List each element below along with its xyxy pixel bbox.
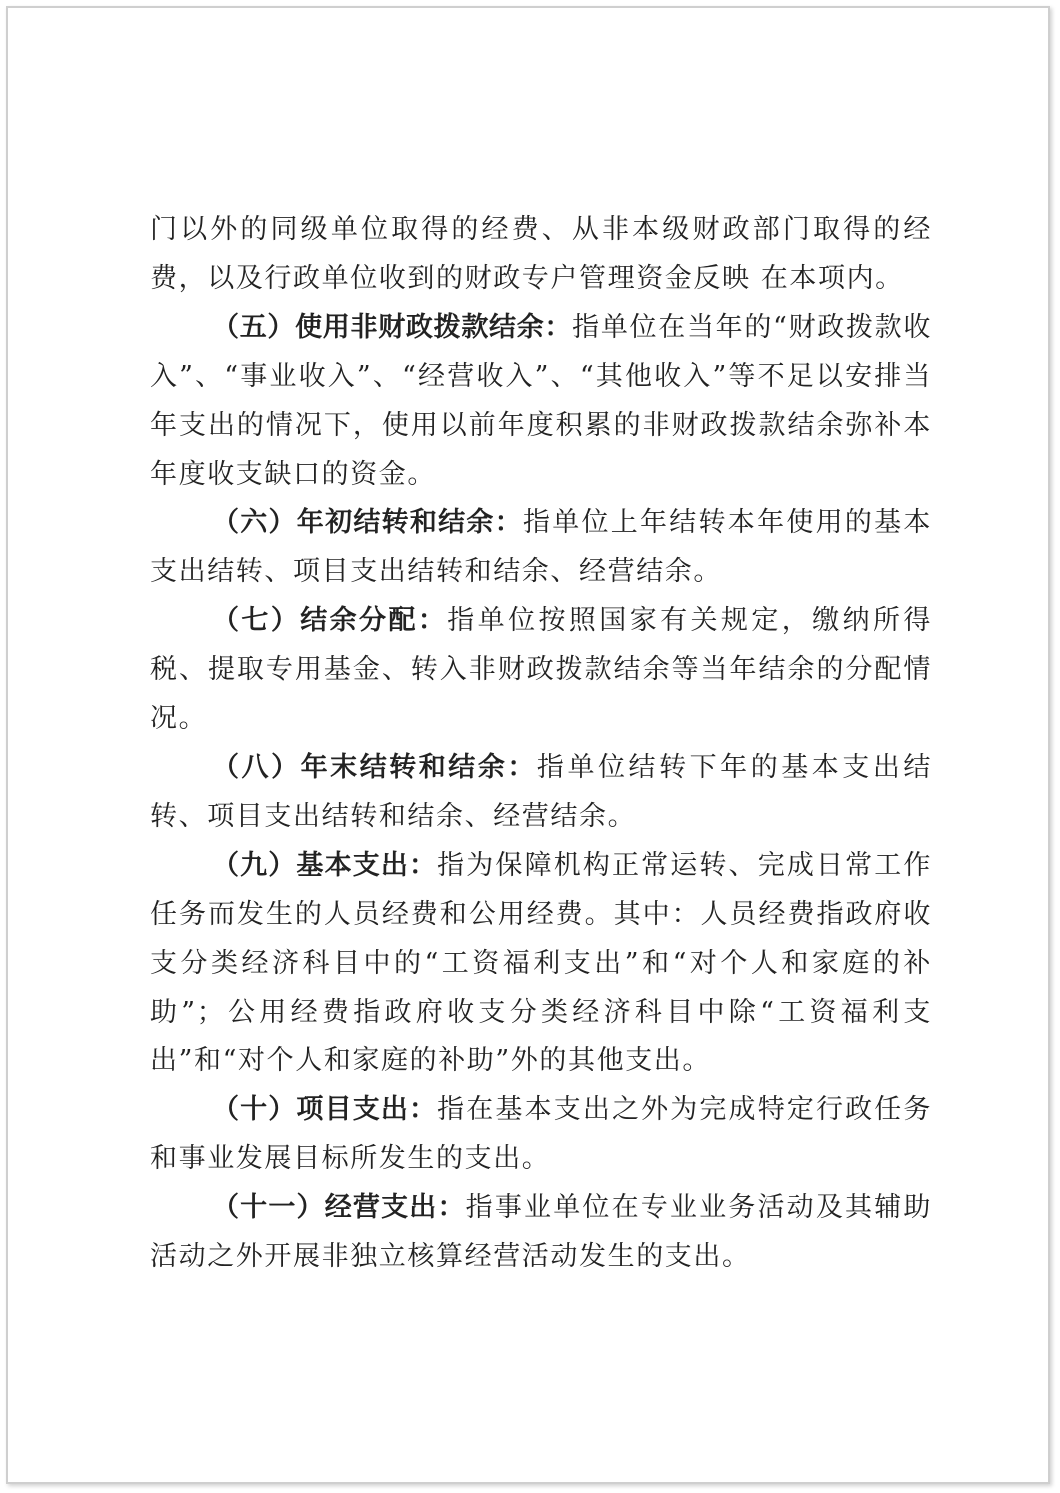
paragraph-heading: （九）基本支出： xyxy=(212,849,438,881)
paragraph-item-5 xyxy=(150,304,932,500)
paragraph-heading: （七）结余分配： xyxy=(212,605,448,637)
paragraph-text: 门以外的同级单位取得的经费、从非本级财政部门取得的经费，以及行政单位收到的财政专户管理资金反映 在本项内。 xyxy=(150,214,932,294)
paragraph-text: 指单位结转下年的基本支出结转、项目支出结转和结余、经营结余。 xyxy=(150,751,932,832)
paragraph-heading: （五）使用非财政拨款结余： xyxy=(212,311,573,343)
paragraph-item-9 xyxy=(150,842,932,1087)
paragraph-text: 指单位上年结转本年使用的基本支出结转、项目支出结转和结余、经营结余。 xyxy=(150,507,932,588)
paragraph-heading: （六）年初结转和结余： xyxy=(212,507,523,539)
paragraph-item-8 xyxy=(150,744,932,842)
paragraph-heading: （十）项目支出： xyxy=(212,1094,438,1126)
paragraph-text: 指为保障机构正常运转、完成日常工作任务而发生的人员经费和公用经费。其中：人员经费指政府收支分类经济科目中的“工资福利支出”和“对个人和家庭的补助”；公用经费指政府收支分类经济科目中除“工资福利支出”和“对个人和家庭的补助”外的其他支出。 xyxy=(150,849,932,1077)
paragraph-item-7 xyxy=(150,597,932,744)
paragraph-heading: （八）年末结转和结余： xyxy=(212,751,537,783)
paragraph-heading: （十一）经营支出： xyxy=(212,1192,466,1224)
paragraph-text: 指事业单位在专业业务活动及其辅助活动之外开展非独立核算经营活动发生的支出。 xyxy=(150,1192,932,1273)
paragraph-item-10 xyxy=(150,1086,932,1184)
paragraph-text: 指单位按照国家有关规定，缴纳所得税、提取专用基金、转入非财政拨款结余等当年结余的分配情况。 xyxy=(150,605,932,735)
document-body xyxy=(150,206,932,1282)
paragraph-text: 指单位在当年的“财政拨款收入”、“事业收入”、“经营收入”、“其他收入”等不足以安排当年支出的情况下，使用以前年度积累的非财政拨款结余弥补本年度收支缺口的资金。 xyxy=(150,311,932,490)
paragraph-item-11 xyxy=(150,1184,932,1282)
paragraph-item-6 xyxy=(150,499,932,597)
paragraph-text: 指在基本支出之外为完成特定行政任务和事业发展目标所发生的支出。 xyxy=(150,1094,932,1175)
document-page xyxy=(6,6,1050,1484)
paragraph-continuation xyxy=(150,206,932,304)
